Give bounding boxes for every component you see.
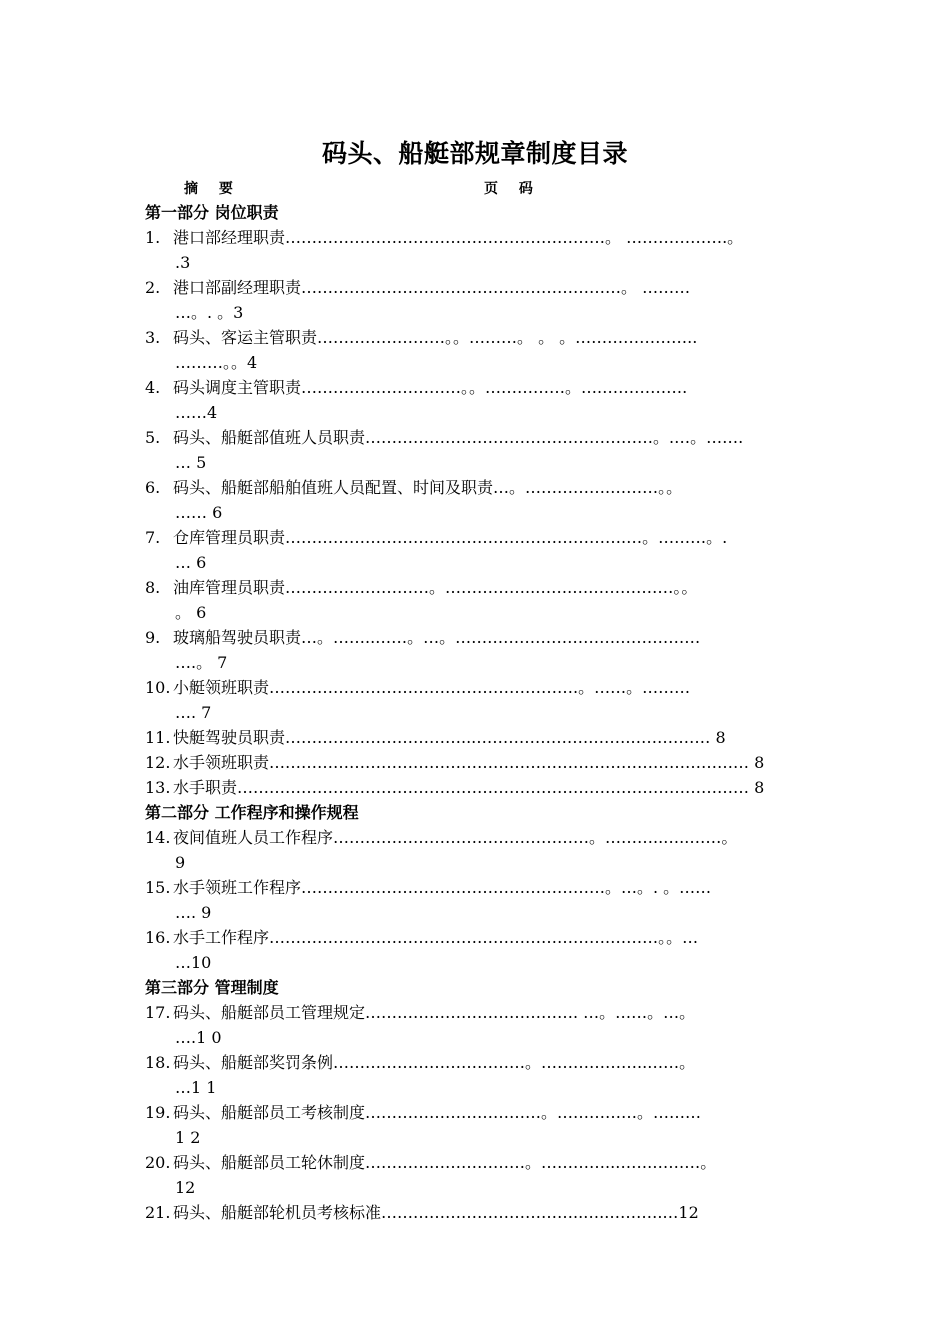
- entry-page-ref: …。. 。3: [175, 303, 244, 322]
- toc-entry: [145, 625, 815, 675]
- toc-entry: [145, 1050, 815, 1100]
- entry-number: 1.: [145, 228, 161, 247]
- toc-entry: [145, 1150, 815, 1200]
- toc-entry: [145, 325, 815, 375]
- entry-text: 码头、船艇部船舶值班人员配置、时间及职责…。…………….………。。: [173, 478, 683, 497]
- entry-text: 码头调度主管职责…………………………。。……………。….…………….: [173, 378, 688, 397]
- entry-number: 5.: [145, 428, 161, 447]
- entry-page-ref: … 5: [175, 453, 207, 472]
- entry-text: 小艇领班职责………………………………………………….。……。………: [173, 678, 691, 697]
- entry-text: 夜间值班人员工作程序…………………………………………。………..…..……。: [173, 828, 738, 847]
- toc-entry: [145, 475, 815, 525]
- entry-number: 10.: [145, 678, 171, 697]
- entry-text: 水手职责…………………………………………………………………………………… 8: [173, 778, 765, 797]
- entry-number: 21.: [145, 1203, 171, 1222]
- entry-page-ref: … 6: [175, 553, 207, 572]
- toc-entry: [145, 375, 815, 425]
- entry-text: 港口部经理职责……………………………………………………。 ……………….。: [173, 228, 744, 247]
- toc-entry: [145, 675, 815, 725]
- entry-number: 3.: [145, 328, 161, 347]
- toc-entry: [145, 825, 815, 875]
- toc-entry: [145, 925, 815, 975]
- entry-number: 16.: [145, 928, 171, 947]
- entry-page-ref: ….。 7: [175, 653, 228, 672]
- entry-number: 12.: [145, 753, 171, 772]
- section-heading: 第一部分 岗位职责: [145, 203, 279, 222]
- toc-entry: [145, 750, 815, 775]
- toc-entry: [145, 875, 815, 925]
- entry-text: 码头、船艇部奖罚条例………………………………。………………..……。: [173, 1053, 696, 1072]
- entry-page-ref: …. 9: [175, 903, 212, 922]
- toc-entry: [145, 275, 815, 325]
- entry-page-ref: ………。。4: [175, 353, 258, 372]
- entry-text: 快艇驾驶员职责……………………………...………………….…….…………… 8: [173, 728, 726, 747]
- entry-page-ref: 。 6: [175, 603, 207, 622]
- entry-page-ref: ….1 0: [175, 1028, 222, 1047]
- entry-page-ref: …1 1: [175, 1078, 217, 1097]
- toc-entry: [145, 1100, 815, 1150]
- entry-text: 水手领班工作程序…………………………………………………。…。. 。……: [173, 878, 712, 897]
- entry-number: 4.: [145, 378, 161, 397]
- entry-page-ref: …10: [175, 953, 212, 972]
- entry-page-ref: ……4: [175, 403, 218, 422]
- entry-text: 港口部副经理职责……………………………………………………。 ………: [173, 278, 691, 297]
- column-header-page: 页 码: [484, 181, 541, 197]
- entry-page-ref: 12: [175, 1178, 196, 1197]
- entry-text: 仓库管理员职责……………………………………………………….…。………。.: [173, 528, 728, 547]
- toc-entry: [145, 225, 815, 275]
- entry-text: 玻璃船驾驶员职责…。……..……。…。………………………….……………: [173, 628, 701, 647]
- page-title: 码头、船艇部规章制度目录: [321, 139, 628, 168]
- entry-page-ref: 9: [175, 853, 186, 872]
- table-of-contents: [145, 200, 815, 1225]
- entry-page-ref: 1 2: [175, 1128, 201, 1147]
- toc-entry: [145, 775, 815, 800]
- entry-number: 20.: [145, 1153, 171, 1172]
- entry-number: 17.: [145, 1003, 171, 1022]
- entry-page-ref: .3: [175, 253, 191, 272]
- column-header-summary: 摘 要: [184, 181, 241, 197]
- entry-number: 18.: [145, 1053, 171, 1072]
- entry-number: 19.: [145, 1103, 171, 1122]
- section-heading: 第二部分 工作程序和操作规程: [145, 803, 359, 822]
- entry-number: 11.: [145, 728, 171, 747]
- entry-number: 9.: [145, 628, 161, 647]
- entry-number: 15.: [145, 878, 171, 897]
- toc-entry: [145, 575, 815, 625]
- toc-entry: [145, 525, 815, 575]
- section-heading: 第三部分 管理制度: [145, 978, 279, 997]
- entry-page-ref: …… 6: [175, 503, 223, 522]
- toc-entry: [145, 1000, 815, 1050]
- entry-number: 7.: [145, 528, 161, 547]
- entry-number: 2.: [145, 278, 161, 297]
- entry-page-ref: …. 7: [175, 703, 212, 722]
- entry-text: 水手领班职责……………………………………………………………………………… 8: [173, 753, 765, 772]
- entry-number: 13.: [145, 778, 171, 797]
- entry-number: 6.: [145, 478, 161, 497]
- toc-entry: [145, 725, 815, 750]
- entry-text: 码头、船艇部轮机员考核标准………………………………..…..……….…12: [173, 1203, 699, 1222]
- entry-text: 水手工作程序……………………………………………………….………。。…: [173, 928, 699, 947]
- entry-text: 油库管理员职责………………………。……………..…….….……………。。: [173, 578, 698, 597]
- entry-text: 码头、船艇部员工轮休制度…………………………。…………..…….………。: [173, 1153, 717, 1172]
- entry-number: 8.: [145, 578, 161, 597]
- entry-text: 码头、客运主管职责……………………。。………。 。 。…………………..: [173, 328, 698, 347]
- entry-text: 码头、船艇部员工考核制度……………………………。……………。………: [173, 1103, 702, 1122]
- entry-text: 码头、船艇部值班人员职责………………………………………………。.…。…….: [173, 428, 744, 447]
- toc-entry: [145, 1200, 815, 1225]
- entry-text: 码头、船艇部员工管理规定…………………………………. …。……。…。: [173, 1003, 696, 1022]
- toc-entry: [145, 425, 815, 475]
- entry-number: 14.: [145, 828, 171, 847]
